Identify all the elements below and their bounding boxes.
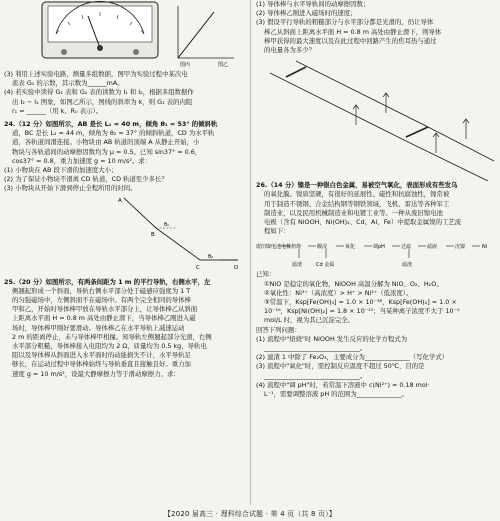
track-figure-area <box>4 194 244 278</box>
label-C: C <box>196 264 200 271</box>
rail-figure-area <box>256 55 496 181</box>
q26-question: ______________________________。 <box>264 371 367 380</box>
q25-line: 2 m 的距离停止，未与导体棒甲相撞。知导轨左侧翘起部分光滑，右侧 <box>12 332 212 341</box>
flow-node-4: 氧化 <box>345 244 356 251</box>
q23-part3-line1: (3) 利用上述实验电路，测量多组数据，图甲为实验过程中某次电 <box>4 70 188 78</box>
q25-line: 水平部分粗糙，导体棒接入电阻均为 2 Ω，质量均为 0.5 kg，导轨电 <box>12 342 207 351</box>
meter-figure <box>4 0 244 70</box>
label-theta1: θ₁ <box>164 221 170 228</box>
q25-line: 甲和乙，开始时导体棒甲放在导轨水平部分上，让导体棒乙从斜面 <box>12 305 198 314</box>
label-D: D <box>234 264 239 271</box>
q25-line: 够长，在运动过程中导体棒始终与导轨垂直且接触良好。重力加 <box>12 360 191 369</box>
q25-line: 场时，导体棒甲刚好要滑动。导体棒乙在水平导轨上减速运动 <box>12 323 185 332</box>
column-divider <box>250 0 251 505</box>
q26-question: (2) 滤渣 1 中除了 Fe₂O₃，主要成分为______________（写化学式） <box>256 353 449 362</box>
q25-sub3-line: 棒甲获得的最大速度以及在此过程中回路产生的焦耳热与通过 <box>264 36 437 45</box>
q25-sub1: (1) 导体棒与水平导轨间的动摩擦因数； <box>256 0 370 8</box>
q26-line: 程如下： <box>264 227 290 236</box>
label-A: A <box>118 197 122 204</box>
left-column <box>4 0 244 379</box>
q26-question: ______________________________。 <box>264 344 367 353</box>
q26-question: (3) 流程中"氧化"时，需控制反应温度不超过 50℃，目的是 <box>256 362 425 371</box>
q23-part3-line2: 流表 G₁ 的示数，其示数为______mA。 <box>12 79 124 88</box>
q24-line: 道，各轨道间滑连接。小物块由 AB 轨道的顶端 A 从静止开始，小 <box>12 138 200 147</box>
q25-sub2: (2) 导体棒乙刚进入磁场时的速度； <box>256 9 357 18</box>
flow-node-3: 酸浸 <box>317 244 328 251</box>
flow-node-9: Ni <box>482 244 488 251</box>
q24-sub3: (3) 小物块从开始下滑到停止全程所用的时间。 <box>4 184 137 193</box>
flow-byproduct-2: Cd 金属 <box>316 262 335 269</box>
flow-byproduct-3: 滤渣 <box>402 262 413 269</box>
q26-known: mol/L 时，视为其已沉淀完全。 <box>264 316 354 325</box>
flow-node-7: 滤液 <box>427 244 438 251</box>
page-footer: 【2020 届高三 · 理科综合试题 · 第 4 页（共 8 页）】 <box>163 510 337 518</box>
q26-line: 用于制造不锈钢、合金结构钢等钢铁领域，飞机、雷达等各种军工 <box>264 199 450 208</box>
q23-part4-line3: r₁ = ______（用 k、R₀ 表示）。 <box>12 106 103 115</box>
q25-line: 侧翘起形成一个斜面，导轨右侧水平部分处于磁感应强度为 1 T <box>12 286 191 295</box>
q25-line: 上距离水平面 H = 0.8 m 高处由静止滑下，当导体棒乙刚进入磁 <box>12 314 196 323</box>
flow-node-5: 调pH <box>373 244 385 251</box>
q23-part4-line1: (4) 若实验中读得 G₁ 表和 G₂ 表的读数为 I₁ 和 I₂，根据多组数据作 <box>4 88 194 97</box>
flow-node-8: 沉镍 <box>455 244 466 251</box>
flow-byproduct-1: 滤渣 <box>292 262 303 269</box>
q25-sub3-line: 的电量各为多少？ <box>264 46 316 55</box>
q26-known-title: 已知： <box>256 270 276 279</box>
q23-part4-line2: 出 I₂ − I₁ 图象，如图乙所示，图线的斜率为 k，则 G₁ 表的内阻 <box>12 97 193 106</box>
q26-head: 26.（14 分）镍是一种银白色金属，易被空气氧化，表面形成有些发乌 <box>256 181 458 190</box>
q24-line: 物块与各轨道间的动摩擦因数均为 μ = 0.5。已知 sin37° = 0.6， <box>12 147 202 156</box>
q24-line: cos37° = 0.8，重力加速度 g = 10 m/s²。求： <box>12 156 152 165</box>
fig-label-yi: 图乙 <box>218 62 229 68</box>
fig-label-bing: 图丙 <box>180 62 191 68</box>
q26-known: ③常温下，Ksp[Fe(OH)₃] = 1.0 × 10⁻³⁸，Ksp[Fe(OH)₂] = 1.0 × <box>264 298 457 307</box>
q25-line: 的匀强磁场中，左侧斜面不在磁场中。有两个完全相同的导体棒 <box>12 296 191 305</box>
q24-sub2: (2) 为了保证小物块不滑离 CD 轨道，CD 轨道至少多长？ <box>4 175 168 184</box>
rail-figure <box>256 55 496 181</box>
meter-figure-area <box>4 0 244 70</box>
process-flow <box>256 236 496 270</box>
q26-answer-title: 回答下列问题： <box>256 325 301 334</box>
track-figure <box>4 194 244 278</box>
q26-known: ②氧化性：Ni³⁺（高浓度）> H⁺ > Ni²⁺（低浓度）。 <box>264 288 413 297</box>
q26-known: 10⁻¹⁶，Ksp[Ni(OH)₂] = 1.8 × 10⁻¹⁵；当某种离子浓度不大于 10⁻⁵ <box>264 307 460 316</box>
q26-known: ①NiO 是稳定的氧化物，NiOOH 高温分解为 NiO、O₂、H₂O。 <box>264 279 443 288</box>
flow-node-2: 焙烧 <box>291 244 302 251</box>
flow-node-1: 废旧镍电池电极 <box>256 244 292 251</box>
q25-line: 阻以及导体棒从斜面进入水平面时的动能损失不计，水平导轨足 <box>12 351 191 360</box>
q25-line: 速度 g = 10 m/s²，设最大静摩擦力等于滑动摩擦力。求： <box>12 369 180 378</box>
q26-line: 电极（含有 NiOOH、Ni(OH)₂、Cd、Al、Fe）中提取金属镍的工艺流 <box>264 218 462 227</box>
q25-sub3-line: 棒乙从斜面上距离水平面 H = 0.8 m 高处由静止滑下，则导体 <box>264 27 442 36</box>
q26-question: (1) 流程中"焙烧"时 NiOOH 发生反应的化学方程式为 <box>256 334 408 343</box>
q25-sub3: (3) 假设平行导轨的粗糙部分与水平部分都是光滑的，仍让导体 <box>256 18 434 27</box>
q26-line: 制造业，以及民用机械制造业和电镀工业等。一种从废旧镍电池 <box>264 208 443 217</box>
q24-sub1: (1) 小物块在 AB 段下滑的加速度大小； <box>4 166 118 175</box>
q26-question: L⁻¹，需要调整溶液 pH 的范围为______________。 <box>264 390 408 399</box>
q24-line: 道，BC 是长 L₂ = 44 m，倾角为 θ₂ = 37° 的倾斜轨道，CD 为水平轨 <box>12 129 215 138</box>
label-theta2: θ₂ <box>208 253 214 260</box>
flow-node-6: 过滤 <box>401 244 412 251</box>
process-flow-area <box>256 236 496 270</box>
right-column <box>256 0 496 399</box>
q24-head: 24.（12 分）如图所示，AB 是长 L₁ = 40 m，倾角 θ₁ = 53° 的倾斜轨 <box>4 120 218 129</box>
q26-line: 的氧化膜。镍质坚硬，有很好的延展性、磁性和抗腐蚀性，镍常被 <box>264 190 450 199</box>
q26-question: (4) 流程中"调 pH"时，若常温下溶液中 c(Ni²⁺) = 0.18 mol· <box>256 380 430 389</box>
label-B: B <box>151 231 155 238</box>
q25-head: 25.（20 分）如图所示，有两条间距为 1 m 的平行导轨，右侧水平，左 <box>4 277 211 286</box>
